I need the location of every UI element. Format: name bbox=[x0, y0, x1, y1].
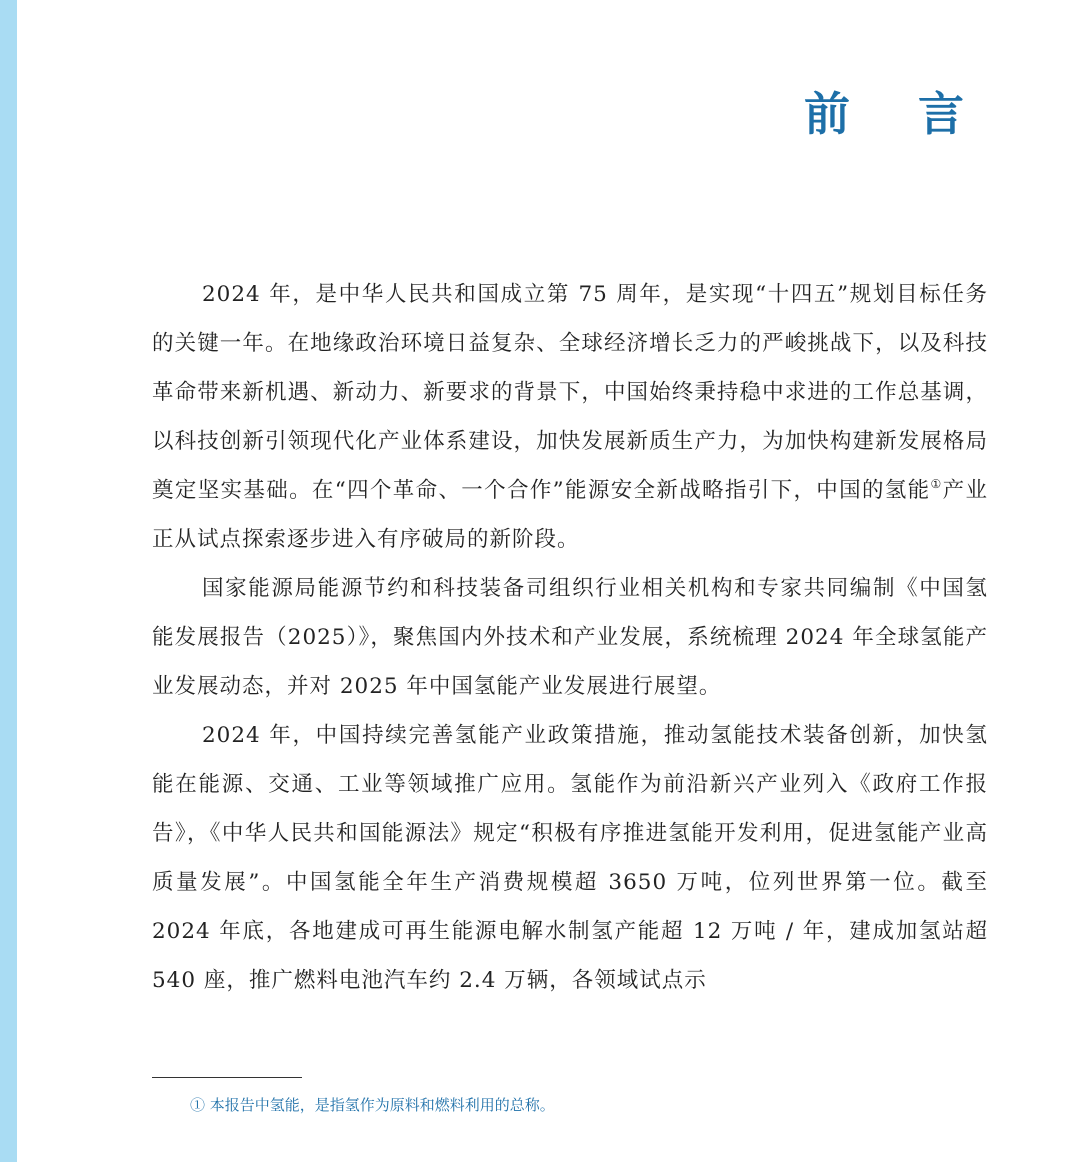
paragraph-1 bbox=[152, 270, 988, 564]
decorative-side-bar bbox=[0, 0, 17, 1162]
paragraph-2: 国家能源局能源节约和科技装备司组织行业相关机构和专家共同编制《中国氢能发展报告（2025）》，聚焦国内外技术和产业发展，系统梳理 2024 年全球氢能产业发展动态，并对 2025 年中国氢能产业发展进行展望。 bbox=[152, 576, 988, 699]
footnote-divider bbox=[152, 1077, 302, 1078]
paragraph-1-text: 2024 年，是中华人民共和国成立第 75 周年，是实现“十四五”规划目标任务的关键一年。在地缘政治环境日益复杂、全球经济增长乏力的严峻挑战下，以及科技革命带来新机遇、新动力、新要求的背景下，中国始终秉持稳中求进的工作总基调，以科技创新引领现代化产业体系建设，加快发展新质生产力，为加快构建新发展格局奠定坚实基础。在“四个革命、一个合作”能源安全新战略指引下，中国的氢能 bbox=[152, 282, 988, 503]
body-text bbox=[152, 270, 988, 1005]
paragraph-1-text-continued: 产业正从试点探索逐步进入有序破局的新阶段。 bbox=[152, 478, 988, 552]
footnote: ① 本报告中氢能，是指氢作为原料和燃料利用的总称。 bbox=[190, 1096, 555, 1114]
paragraph-3: 2024 年，中国持续完善氢能产业政策措施，推动氢能技术装备创新，加快氢能在能源、交通、工业等领域推广应用。氢能作为前沿新兴产业列入《政府工作报告》，《中华人民共和国能源法》规定“积极有序推进氢能开发利用，促进氢能产业高质量发展”。中国氢能全年生产消费规模超 3650 万吨，位列世界第一位。截至 2024 年底，各地建成可再生能源电解水制氢产能超 12 万吨 / 年，建成加氢站超 540 座，推广燃料电池汽车约 2.4 万辆，各领域试点示 bbox=[152, 723, 988, 993]
page-title: 前 言 bbox=[803, 87, 990, 141]
footnote-ref-mark: ① bbox=[930, 477, 943, 491]
